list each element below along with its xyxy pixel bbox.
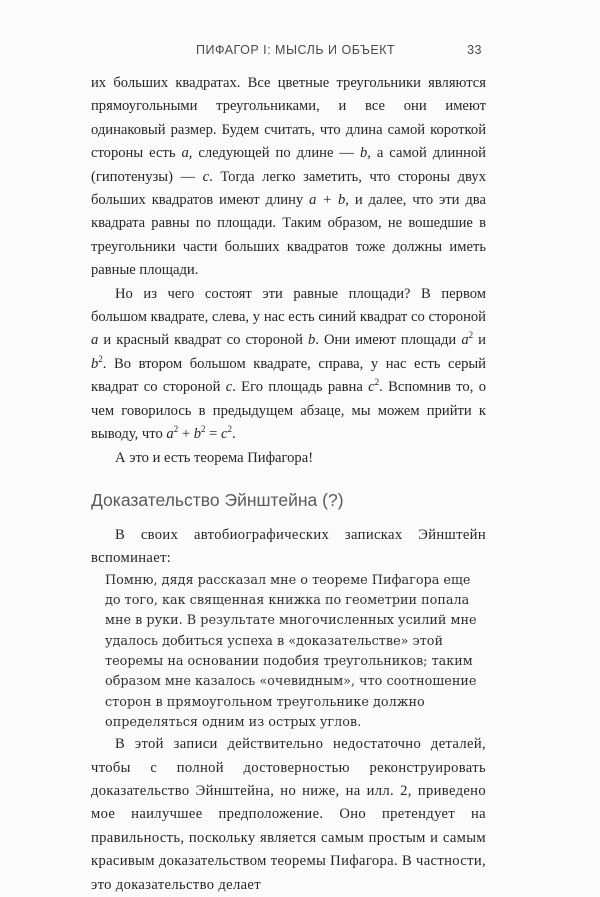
paragraph-einstein-recalls: В своих автобиографических записках Эйнштейн вспоминает: bbox=[91, 526, 486, 567]
paragraph-reconstruction: В этой записи действительно недостаточно деталей, чтобы с полной достоверностью реконструировать доказательство Эйнштейна, но ниже, на илл. 2, приведено мое наилучшее предположение. Оно претендует на правильность, поскольку является самым простым и самым красивым доказательством теоремы Пифагора. В частности, это доказательство делает bbox=[91, 736, 486, 893]
pythagorean-equation: $a^2 + b^2 = c^2$ bbox=[166, 424, 233, 443]
paragraph-squares-sides: их больших квадратах. Все цветные треугольники являются прямоугольными треугольниками, и все они имеют одинаковый размер. Будем считать, что длина самой короткой стороны есть a, следующей по длине — b, а самой длинной (гипотенузы) — c. Тогда легко заметить, что стороны двух больших квадратов имеют длину a + b, и далее, что эти два квадрата равны по площади. Таким образом, не вошедшие в треугольники части больших квадратов тоже должны иметь равные площади. bbox=[91, 75, 486, 279]
paragraph-equal-areas: Но из чего состоят эти равные площади? В первом большом квадрате, слева, у нас есть синий квадрат со стороной a и красный квадрат со стороной b. Они имеют площади $a^2$ и $b^2$. Во втором большом квадрате, справа, у нас есть серый квадрат со стороной c. Его площадь равна $c^2$. Вспомнив то, о чем говорилось в предыдущем абзаце, мы можем прийти к выводу, что $a^2 + b^2 = c^2$. bbox=[91, 285, 487, 443]
einstein-quote: Помню, дядя рассказал мне о теореме Пифагора еще до того, как священная книжка по геометрии попала мне в руки. В результате многочисленных усилий мне удалось добиться успеха в «доказательстве» этой теоремы на основании подобия треугольников; таким образом мне казалось «очевидным», что соотношение сторон в прямоугольном треугольнике должно определяться одним из острых углов. bbox=[105, 572, 477, 730]
section-heading: Доказательство Эйнштейна (?) bbox=[91, 489, 344, 510]
page-number: 33 bbox=[467, 43, 482, 57]
running-title: ПИФАГОР I: МЫСЛЬ И ОБЪЕКТ bbox=[196, 43, 396, 57]
body-text bbox=[91, 72, 486, 897]
paragraph-theorem: А это и есть теорема Пифагора! bbox=[115, 449, 314, 466]
